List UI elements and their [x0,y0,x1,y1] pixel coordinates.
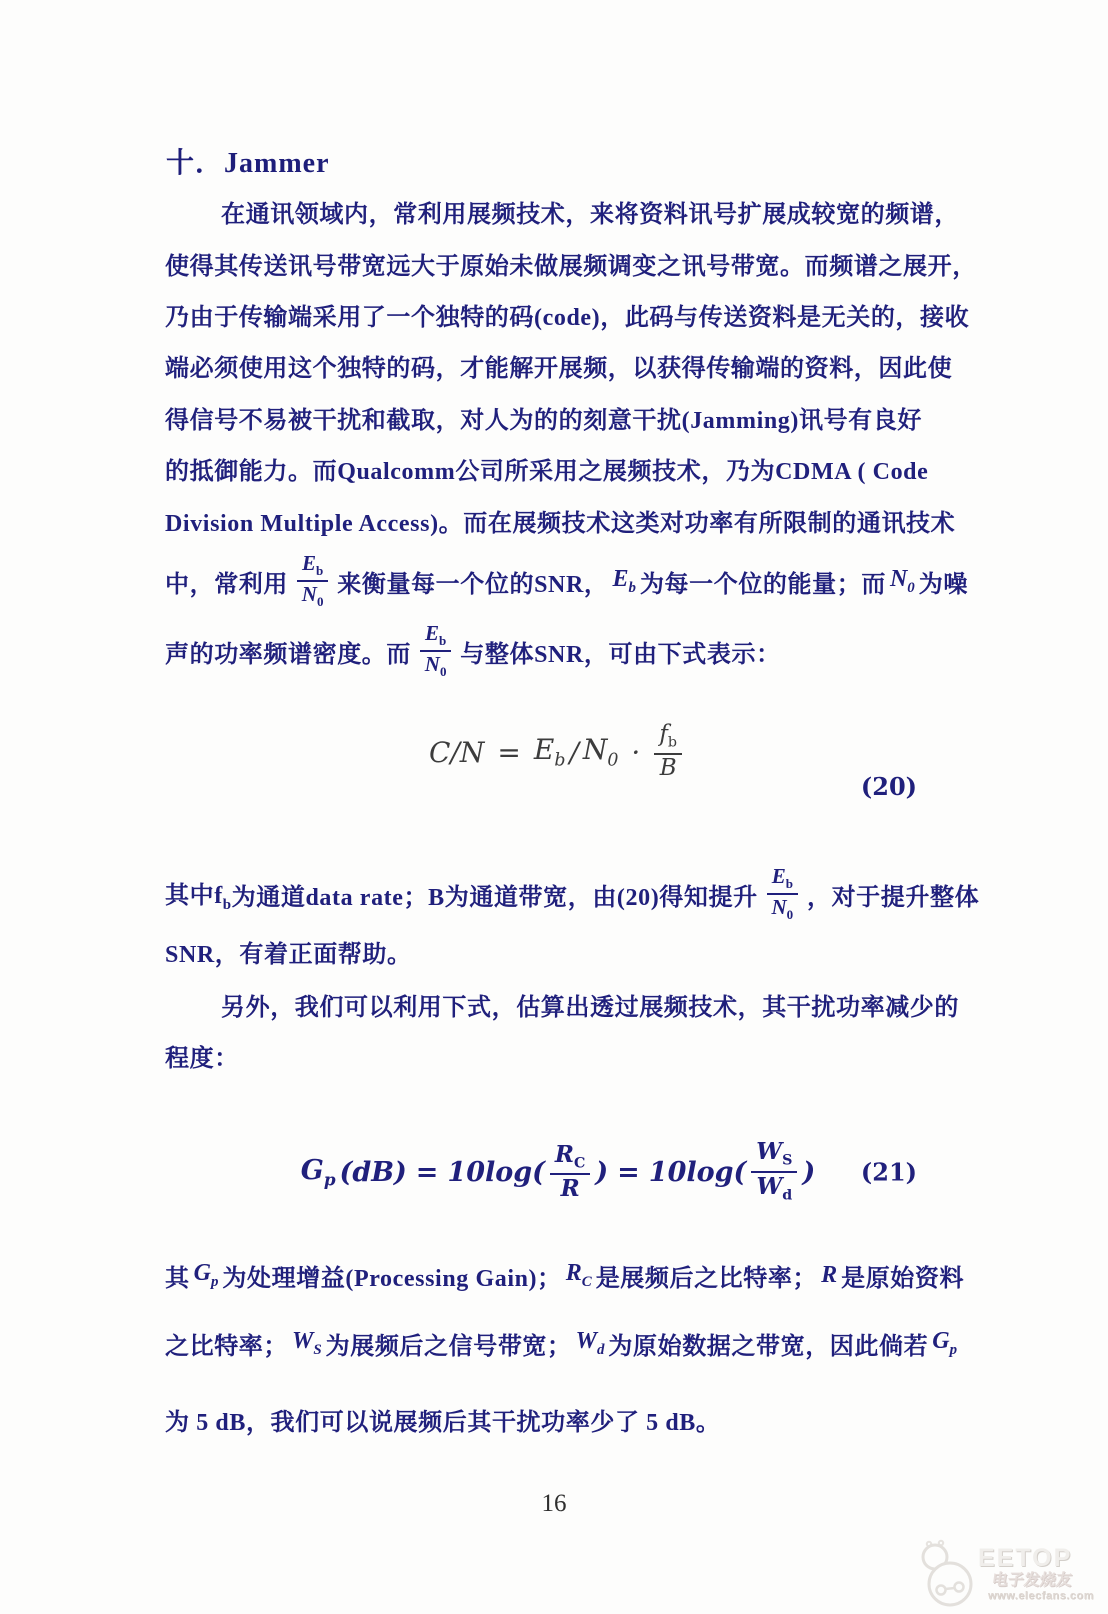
equation-20 [165,712,947,801]
text-segment: 来衡量每一个位的SNR， [337,571,609,598]
text-line: 的抵御能力。而Qualcomm公司所采用之展频技术，乃为CDMA ( Code [165,459,929,485]
equation-21 [165,1128,947,1216]
fraction-numerator: $R_C$ [550,1142,590,1176]
var-gp: $G_p$ [193,1259,219,1290]
text-segment: 是原始资料 [841,1265,965,1292]
ws-over-wd-fraction [751,1139,797,1204]
var-gp: $G_p$ [932,1327,957,1358]
var-wd: $W_d$ [575,1327,605,1358]
text-line: SNR，有着正面帮助。 [165,942,412,968]
text-segment: 其中$f_b$ [165,882,232,913]
fraction-numerator: $E_b$ [767,865,798,895]
fraction-denominator: $N_0$ [301,582,324,610]
var-rc: $R_C$ [565,1259,592,1290]
text-segment: 其 [165,1265,190,1292]
text-line [165,1323,961,1363]
fraction-denominator: $W_d$ [756,1173,793,1204]
rc-over-r-fraction [550,1142,590,1202]
var-eb: $E_b$ [612,565,636,596]
fraction-denominator: $N_0$ [771,895,794,923]
fraction-numerator: $W_S$ [751,1139,797,1173]
text-line [165,1255,964,1295]
var-n0: $N_0$ [889,565,915,596]
text-line: 在通讯领域内，常利用展频技术，来将资料讯号扩展成较宽的频谱， [221,202,959,228]
var-eb: $E_b$ [533,733,566,771]
text-segment: 之比特率； [165,1333,288,1360]
text-segment: ，对于提升整体 [806,884,980,911]
section-heading: 十．Jammer [166,148,330,179]
text-line: 另外，我们可以利用下式，估算出透过展频技术，其干扰功率减少的 [221,995,959,1021]
text-segment: 为通道data rate；B为通道带宽，由(20)得知提升 [231,884,758,911]
text-line: 为 5 dB，我们可以说展频后其干扰功率少了 5 dB。 [165,1410,721,1436]
eb-n0-fraction [297,552,328,610]
text-segment: 为原始数据之带宽，因此倘若 [608,1333,929,1360]
text-segment: 是展频后之比特率； [595,1265,818,1292]
text-segment: 10log( [447,1156,545,1188]
text-segment: 声的功率频谱密度。而 [165,641,411,668]
text-segment: 为处理增益(Processing Gain)； [222,1265,562,1292]
fraction-numerator: $f_b$ [654,722,682,755]
equals-sign: = [415,1156,439,1188]
var-cn: C/N [429,735,485,769]
watermark-brand: EETOP [978,1544,1073,1572]
text-segment: ) [595,1156,609,1188]
text-segment: 10log( [648,1156,747,1188]
fraction-denominator: R [560,1175,580,1203]
text-line-with-fraction [165,853,979,935]
equals-sign: = [497,735,521,769]
text-segment: 与整体SNR，可由下式表示： [460,641,781,668]
text-line: Division Multiple Access)。而在展频技术这类对功率有所限制的通讯技术 [165,511,956,537]
text-segment: 中，常利用 [165,571,288,598]
text-segment: ) [802,1156,816,1188]
fraction-numerator: $E_b$ [297,552,328,582]
equation-label-20: (20) [860,772,917,801]
fb-over-b-fraction [654,722,682,781]
text-line: 端必须使用这个独特的码，才能解开展频，以获得传输端的资料，因此使 [165,356,953,382]
watermark-cn-text: 电子发烧友 [990,1572,1073,1589]
var-r: R [821,1261,838,1288]
text-line: 得信号不易被干扰和截取，对人为的的刻意干扰(Jamming)讯号有良好 [165,408,922,434]
watermark-text [978,1544,1094,1602]
slash: / [569,735,579,769]
text-line: 程度： [165,1046,239,1072]
equation-label-21: (21) [860,1157,917,1187]
eetop-robot-icon [912,1536,984,1610]
text-line-with-fraction [165,610,781,692]
var-n0: $N_0$ [582,733,619,771]
eb-n0-fraction [420,622,451,680]
text-line: 乃由于传输端采用了一个独特的码(code)，此码与传送资料是无关的，接收 [165,305,970,331]
fraction-numerator: $E_b$ [420,622,451,652]
text-line: 使得其传送讯号带宽远大于原始未做展频调变之讯号带宽。而频谱之展开， [165,254,977,280]
text-segment: 为展频后之信号带宽； [325,1333,572,1360]
equals-sign: = [617,1156,640,1188]
watermark-url: www.elecfans.com [988,1590,1095,1602]
text-segment: 为每一个位的能量；而 [639,571,886,598]
text-segment: (dB) [339,1156,407,1188]
fraction-denominator: $N_0$ [424,652,447,680]
text-segment: 为噪 [918,571,968,598]
cdot-operator: · [631,735,641,769]
fraction-denominator: B [659,754,677,781]
var-gp: $G_p$ [300,1154,336,1190]
var-ws: $W_S$ [292,1327,322,1358]
page-number: 16 [541,1490,567,1517]
eb-n0-fraction [767,865,798,923]
eetop-watermark [912,1536,1104,1610]
